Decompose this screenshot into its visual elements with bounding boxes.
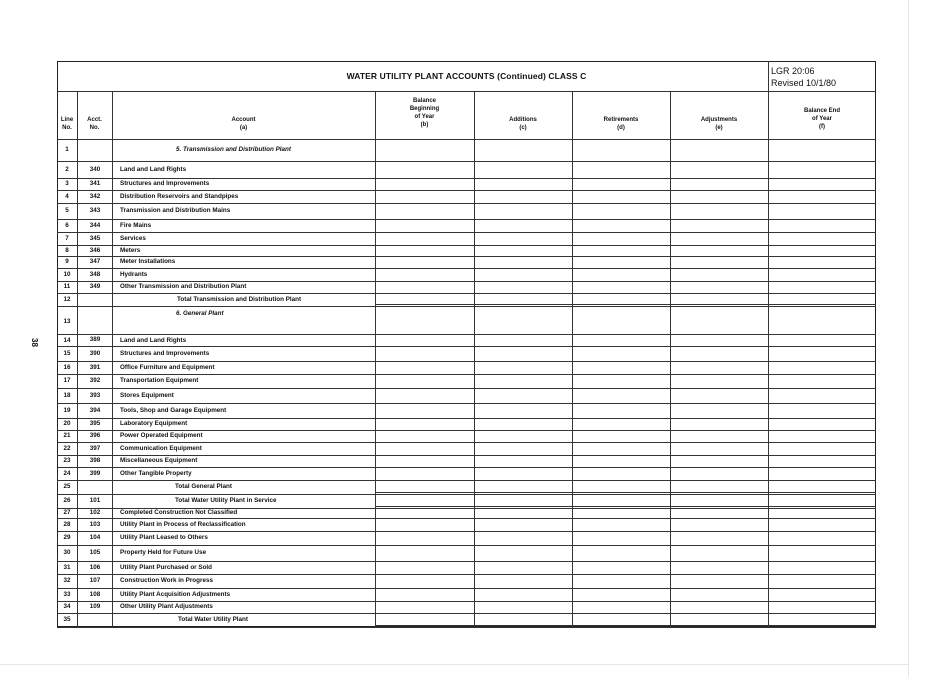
account-number: 395 [89,420,101,427]
account-name: Other Utility Plant Adjustments [120,603,213,610]
row-rule [57,480,876,481]
form-code: LGR 20:06 [771,66,815,76]
row-rule [57,334,876,335]
row-rule [57,545,876,546]
account-number: 393 [89,391,101,399]
account-name: Tools, Shop and Garage Equipment [120,406,227,414]
line-number: 16 [63,363,71,371]
row-rule [57,374,876,375]
row-rule [57,518,876,519]
account-number: 389 [89,336,101,343]
account-number: 397 [89,444,101,452]
column-divider [474,91,475,627]
header-balance-end-text: of Year [812,116,832,122]
header-line-no-text: No. [62,125,72,131]
header-adjustments-text: (e) [715,125,723,131]
header-balance-end-text: (f) [819,124,825,130]
row-rule [57,268,876,269]
account-name: Power Operated Equipment [120,432,203,439]
header-acct-no-text: No. [89,125,100,131]
account-number: 106 [89,563,101,571]
account-name: 6. General Plant [176,310,224,317]
header-retirements-text: (d) [617,125,625,131]
line-number: 1 [65,146,69,153]
line-number: 19 [63,406,71,414]
total-double-rule [375,506,876,509]
line-number: 8 [65,246,69,254]
line-number: 20 [63,420,71,427]
account-name: Structures and Improvements [120,349,210,357]
line-number: 22 [63,444,71,452]
account-number: 340 [89,165,101,173]
account-number: 347 [89,258,101,265]
row-rule [57,361,876,362]
total-double-rule [375,625,876,628]
header-balance-beginning-text: Balance [412,98,436,104]
header-additions [474,116,572,132]
line-number: 27 [63,509,71,516]
account-number: 104 [89,534,101,541]
row-rule [57,455,876,456]
header-additions-text: Additions [509,117,537,123]
account-number: 342 [89,192,101,200]
account-name: Total Water Utility Plant in Service [175,497,277,504]
account-number: 105 [89,549,101,556]
row-rule [57,178,876,179]
revision-date: Revised 10/1/80 [771,78,837,88]
column-divider [375,91,376,627]
side-page-number: 38 [29,338,39,347]
account-number: 396 [89,432,101,439]
row-rule [57,388,876,389]
account-name: Property Held for Future Use [120,549,207,556]
row-rule [57,601,876,602]
line-number: 18 [63,391,71,399]
header-line-no-text: Line [60,117,74,123]
account-number: 399 [89,469,101,477]
header-acct-no [77,116,112,132]
title-divider [57,91,876,92]
account-name: Utility Plant Leased to Others [120,534,208,541]
header-acct-no-text: Acct. [87,117,102,123]
account-number: 390 [89,349,101,357]
line-number: 4 [65,192,69,200]
account-name: Land and Land Rights [120,337,187,344]
account-name: Hydrants [120,270,148,278]
row-rule [57,418,876,419]
account-name: Meter Installations [120,258,176,265]
form-title: WATER UTILITY PLANT ACCOUNTS (Continued) CLASS C [346,71,587,81]
account-number: 108 [89,590,101,598]
header-balance-beginning-text: (b) [420,122,429,128]
account-number: 394 [89,406,101,414]
header-balance-beginning-text: Beginning [409,106,440,112]
line-number: 31 [63,563,71,571]
line-number: 6 [65,221,69,229]
account-name: Utility Plant in Process of Reclassification [120,520,246,528]
line-number: 23 [63,457,71,464]
line-number: 13 [63,318,71,325]
page-bottom-edge [0,664,909,665]
line-number: 29 [63,534,71,541]
account-name: Land and Land Rights [120,165,187,173]
column-divider [768,91,769,627]
row-rule [57,346,876,347]
account-number: 349 [89,283,101,290]
row-rule [57,588,876,589]
account-name: Transportation Equipment [120,377,199,384]
row-rule [57,190,876,191]
column-divider [77,91,78,627]
line-number: 11 [63,283,71,290]
line-number: 5 [65,207,69,214]
form-code-block [771,65,836,89]
title-divider-right [768,61,769,91]
account-number: 103 [89,520,101,528]
line-number: 33 [63,590,71,598]
account-number: 107 [89,577,101,584]
header-adjustments [670,116,768,132]
account-name: Communication Equipment [120,444,202,452]
line-number: 28 [63,520,71,528]
line-number: 21 [63,432,71,439]
account-name: Total Water Utility Plant [178,616,248,623]
line-number: 17 [63,377,71,384]
account-name: Total Transmission and Distribution Plant [177,295,302,303]
account-name: Construction Work in Progress [120,577,213,584]
line-number: 12 [63,295,71,303]
header-retirements-text: Retirements [603,117,639,123]
header-balance-end [768,107,876,131]
account-name: Completed Construction Not Classified [120,509,238,516]
column-divider [670,91,671,627]
account-name: Services [120,234,146,242]
row-rule [57,442,876,443]
line-number: 26 [63,497,71,504]
row-rule [57,467,876,468]
row-rule [57,256,876,257]
account-name: Total General Plant [175,483,232,490]
account-number: 398 [89,457,101,464]
account-number: 341 [89,180,101,187]
row-rule [57,430,876,431]
account-name: Stores Equipment [120,391,174,399]
line-number: 2 [65,165,69,173]
line-number: 14 [63,337,71,344]
header-balance-beginning-text: of Year [414,114,435,120]
header-additions-text: (c) [519,125,527,131]
account-name: 5. Transmission and Distribution Plant [176,146,291,153]
account-number: 392 [89,377,101,384]
row-rule [57,531,876,532]
row-rule [57,203,876,204]
column-divider [572,91,573,627]
line-number: 15 [63,349,71,357]
line-number: 24 [63,469,71,477]
header-adjustments-text: Adjustments [700,117,738,123]
account-number: 346 [89,246,101,254]
page-edge [908,0,909,677]
line-number: 10 [63,270,71,278]
account-name: Utility Plant Acquisition Adjustments [120,590,231,598]
total-double-rule [375,304,876,307]
account-number: 343 [89,207,101,214]
account-number: 391 [89,363,101,371]
account-name: Other Transmission and Distribution Plant [120,283,247,290]
row-rule [57,293,876,294]
line-number: 3 [65,180,69,187]
row-rule [57,219,876,220]
line-number: 7 [65,234,69,242]
account-name: Distribution Reservoirs and Standpipes [120,192,239,200]
line-number: 35 [63,616,71,623]
account-name: Transmission and Distribution Mains [120,207,231,214]
account-name: Other Tangible Property [120,469,192,477]
line-number: 30 [63,549,71,556]
row-rule [57,561,876,562]
account-name: Miscellaneous Equipment [120,457,198,464]
account-number: 348 [89,270,101,278]
header-account-text: Account [231,117,256,123]
account-name: Fire Mains [120,221,152,229]
column-divider [112,91,113,627]
header-retirements [572,116,670,132]
line-number: 34 [63,603,71,610]
row-rule [57,403,876,404]
header-balance-beginning [375,97,474,129]
account-number: 109 [89,603,101,610]
row-rule [57,613,876,614]
header-balance-end-text: Balance End [803,108,840,114]
account-name: Utility Plant Purchased or Sold [120,563,213,571]
account-name: Structures and Improvements [120,180,210,187]
account-name: Office Furniture and Equipment [120,363,215,371]
header-bottom-rule [57,139,876,140]
row-rule [57,281,876,282]
line-number: 9 [65,258,69,265]
line-number: 32 [63,577,71,584]
header-account [112,116,375,132]
row-rule [57,161,876,162]
line-number: 25 [63,483,71,490]
account-number: 345 [89,234,101,242]
header-line-no [57,116,77,132]
account-number: 101 [89,497,101,504]
row-rule [57,232,876,233]
account-name: Laboratory Equipment [120,420,188,427]
account-number: 344 [89,221,101,229]
account-name: Meters [120,246,141,254]
row-rule [57,245,876,246]
row-rule [57,574,876,575]
header-account-text: (a) [239,125,248,131]
account-number: 102 [89,509,101,516]
total-double-rule [375,492,876,495]
